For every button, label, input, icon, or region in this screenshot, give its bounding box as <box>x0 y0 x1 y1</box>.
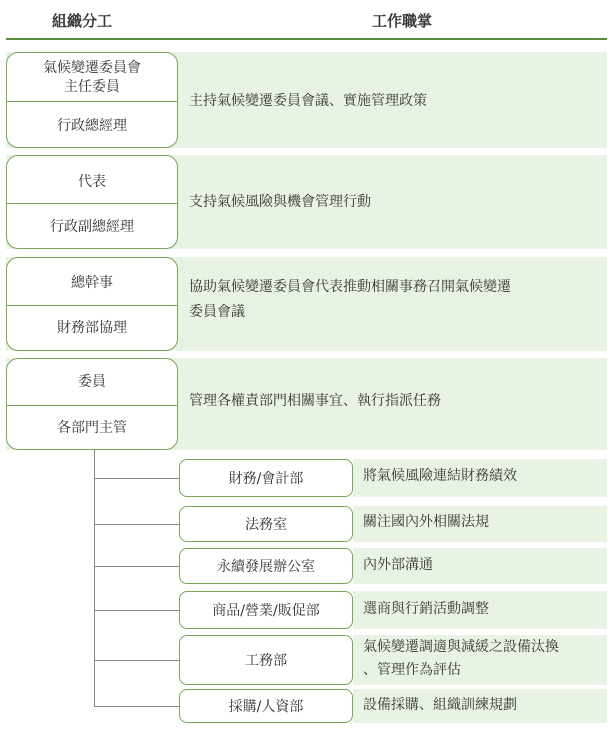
connector-branch <box>94 610 179 611</box>
role-duty: 主持氣候變遷委員會議、實施管理政策 <box>189 93 427 109</box>
role-holder: 各部門主管 <box>57 420 127 436</box>
org-header: 組織分工 <box>52 12 113 30</box>
duties-header: 工作職掌 <box>372 12 433 30</box>
department-duty: 將氣候風險連結財務績效 <box>363 468 517 484</box>
department-box: 商品/營業/販促部 <box>179 591 353 629</box>
connector-branch <box>94 524 179 525</box>
role-divider <box>7 101 177 102</box>
role-duty: 支持氣候風險與機會管理行動 <box>189 194 371 210</box>
role-title-line: 氣候變遷委員會 <box>43 60 141 76</box>
role-divider <box>7 405 177 406</box>
role-holder: 財務部協理 <box>57 320 127 336</box>
department-duty: 內外部溝通 <box>363 557 433 573</box>
connector-branch <box>94 660 179 661</box>
department-box: 財務/會計部 <box>179 459 353 497</box>
role-duty: 協助氣候變遷委員會代表推動相關事務召開氣候變遷 <box>189 279 511 295</box>
role-divider <box>7 203 177 204</box>
department-duty: 選商與行銷活動調整 <box>363 601 489 617</box>
department-duty: 關注國內外相關法規 <box>363 514 489 530</box>
role-title-line: 主任委員 <box>64 79 120 95</box>
department-box: 法務室 <box>179 506 353 542</box>
role-divider <box>7 305 177 306</box>
role-title-line: 總幹事 <box>71 275 113 291</box>
department-duty: 設備採購、組織訓練規劃 <box>363 697 517 713</box>
department-box: 永續發展辦公室 <box>179 548 353 584</box>
connector-trunk <box>94 450 95 706</box>
connector-branch <box>94 478 179 479</box>
department-duty: 、管理作為評估 <box>363 662 461 678</box>
header-rule <box>6 38 607 40</box>
department-box: 採購/人資部 <box>179 689 353 723</box>
role-duty: 管理各權責部門相關事宜、執行指派任務 <box>189 393 441 409</box>
role-holder: 行政副總經理 <box>50 219 134 235</box>
department-box: 工務部 <box>179 635 353 685</box>
role-title-line: 代表 <box>78 174 106 190</box>
role-duty: 委員會議 <box>189 304 245 320</box>
role-holder: 行政總經理 <box>57 118 127 134</box>
connector-branch <box>94 566 179 567</box>
role-title-line: 委員 <box>78 374 106 390</box>
connector-branch <box>94 706 179 707</box>
department-duty: 氣候變遷調適與減緩之設備汰換 <box>363 639 559 655</box>
